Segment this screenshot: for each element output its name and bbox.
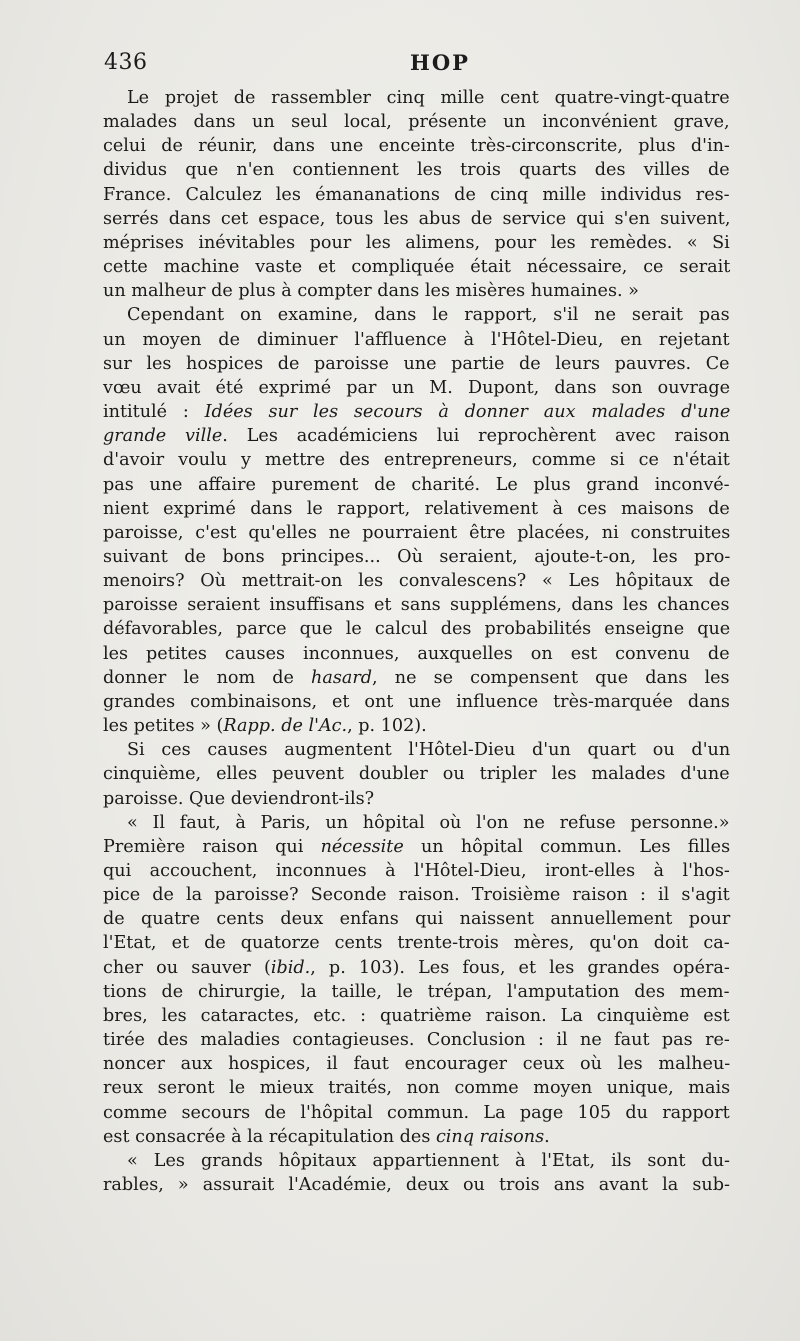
text-line	[103, 690, 730, 714]
page-header	[100, 50, 740, 84]
text-line	[103, 569, 730, 593]
text-line	[103, 859, 730, 883]
text-segment: Si ces causes augmentent l'Hôtel-Dieu d'un quart ou d'un	[127, 740, 731, 761]
text-segment: paroisse, c'est qu'elles ne pourraient être placées, ni construites	[103, 522, 731, 543]
text-line	[103, 1076, 730, 1100]
text-line	[103, 424, 730, 448]
italic-text: hasard	[311, 667, 373, 688]
text-segment: dividus que n'en contiennent les trois quarts des villes de	[103, 160, 730, 181]
text-line	[103, 255, 730, 279]
text-segment: malades dans un seul local, présente un inconvénient grave,	[103, 112, 730, 133]
text-segment: . Les académiciens lui reprochèrent avec raison	[222, 426, 731, 447]
text-line	[103, 1173, 730, 1197]
text-segment: nient exprimé dans le rapport, relativement à ces maisons de	[103, 498, 730, 519]
text-segment: , p. 103). Les fous, et les grandes opéra-	[310, 957, 730, 978]
italic-text: cinq raisons	[435, 1126, 545, 1147]
text-line	[103, 303, 730, 327]
text-line	[103, 762, 730, 786]
text-segment: grandes combinaisons, et ont une influence très-marquée dans	[103, 691, 730, 712]
text-segment: Le projet de rassembler cinq mille cent quatre-vingt-quatre	[127, 88, 730, 108]
text-line	[103, 1004, 730, 1028]
text-line	[103, 400, 730, 424]
text-segment: « Il faut, à Paris, un hôpital où l'on ne refuse personne.»	[127, 812, 730, 833]
text-segment: un moyen de diminuer l'affluence à l'Hôtel-Dieu, en rejetant	[103, 329, 730, 350]
text-line	[103, 1125, 730, 1149]
text-line	[103, 787, 730, 811]
text-segment: qui accouchent, inconnues à l'Hôtel-Dieu, iront-elles à l'hos-	[103, 861, 730, 881]
text-segment: Première raison qui	[103, 836, 321, 857]
text-line	[103, 352, 730, 376]
text-line	[103, 110, 730, 134]
italic-text: Idées sur les secours à donner aux malades d'une	[204, 402, 731, 423]
text-segment: défavorables, parce que le calcul des probabilités enseigne que	[103, 619, 731, 640]
body-text	[103, 86, 730, 1197]
text-segment: comme secours de l'hôpital commun. La page 105 du rapport	[103, 1102, 730, 1123]
page-number: 436	[104, 50, 148, 75]
text-line	[103, 545, 730, 569]
text-line	[103, 183, 730, 207]
text-line	[103, 642, 730, 666]
text-segment: tions de chirurgie, la taille, le trépan, l'amputation des mem-	[103, 981, 730, 1002]
text-line	[103, 666, 730, 690]
text-segment: de quatre cents deux enfans qui naissent annuellement pour	[103, 909, 731, 930]
text-line	[103, 376, 730, 400]
text-line	[103, 883, 730, 907]
italic-text: Rapp. de l'Ac.	[223, 716, 348, 737]
text-line	[103, 134, 730, 158]
text-segment: rables, » assurait l'Académie, deux ou trois ans avant la sub-	[103, 1175, 730, 1196]
text-segment: les petites causes inconnues, auxquelles on est convenu de	[103, 643, 730, 664]
text-segment: tirée des maladies contagieuses. Conclusion : il ne faut pas re-	[103, 1030, 730, 1051]
text-segment: reux seront le mieux traités, non comme moyen unique, mais	[103, 1078, 731, 1099]
text-line	[103, 811, 730, 835]
text-line	[103, 497, 730, 521]
italic-text: grande ville	[103, 426, 223, 447]
italic-text: nécessite	[320, 836, 404, 857]
text-segment: d'avoir voulu y mettre des entrepreneurs, comme si ce n'était	[103, 450, 730, 471]
text-segment: un hôpital commun. Les filles	[403, 836, 731, 857]
text-segment: Cependant on examine, dans le rapport, s'il ne serait pas	[127, 305, 730, 326]
text-line	[103, 1052, 730, 1076]
text-line	[103, 279, 730, 303]
text-segment: suivant de bons principes... Où seraient, ajoute-t-on, les pro-	[103, 546, 731, 567]
text-segment: pas une affaire purement de charité. Le plus grand inconvé-	[103, 474, 730, 495]
text-line	[103, 521, 730, 545]
text-segment: cher ou sauver (	[103, 957, 271, 978]
text-segment: sur les hospices de paroisse une partie de leurs pauvres. Ce	[103, 353, 730, 374]
text-line	[103, 1101, 730, 1125]
text-line	[103, 980, 730, 1004]
text-line	[103, 158, 730, 182]
text-line	[103, 714, 730, 738]
running-head: HOP	[410, 50, 470, 75]
text-line	[103, 1028, 730, 1052]
text-line	[103, 328, 730, 352]
text-segment: celui de réunir, dans une enceinte très-circonscrite, plus d'in-	[103, 136, 730, 157]
text-segment: , p. 102).	[347, 716, 427, 737]
text-line	[103, 473, 730, 497]
text-line	[103, 593, 730, 617]
text-segment: noncer aux hospices, il faut encourager ceux où les malheu-	[103, 1054, 731, 1075]
text-segment: paroisse. Que deviendront-ils?	[103, 788, 375, 809]
text-segment: les petites » (	[103, 716, 224, 737]
text-line	[103, 956, 730, 980]
text-segment: cinquième, elles peuvent doubler ou tripler les malades d'une	[103, 764, 730, 785]
italic-text: ibid.	[270, 957, 311, 978]
text-line	[103, 738, 730, 762]
text-line	[103, 207, 730, 231]
text-segment: intitulé :	[103, 402, 205, 423]
text-segment: donner le nom de	[103, 667, 312, 688]
text-segment: menoirs? Où mettrait-on les convalescens? « Les hôpitaux de	[103, 571, 731, 592]
text-segment: serrés dans cet espace, tous les abus de service qui s'en suivent,	[103, 208, 731, 229]
text-line	[103, 231, 730, 255]
text-segment: un malheur de plus à compter dans les misères humaines. »	[103, 281, 639, 302]
text-segment: est consacrée à la récapitulation des	[103, 1126, 436, 1147]
text-segment: .	[544, 1126, 550, 1147]
text-segment: bres, les cataractes, etc. : quatrième raison. La cinquième est	[103, 1005, 730, 1026]
text-line	[103, 907, 730, 931]
text-line	[103, 617, 730, 641]
text-line	[103, 1149, 730, 1173]
text-line	[103, 448, 730, 472]
text-segment: vœu avait été exprimé par un M. Dupont, dans son ouvrage	[103, 377, 731, 398]
text-line	[103, 931, 730, 955]
text-line	[103, 86, 730, 110]
text-segment: France. Calculez les émananations de cinq mille individus res-	[103, 184, 730, 205]
text-segment: l'Etat, et de quatorze cents trente-trois mères, qu'on doit ca-	[103, 933, 730, 954]
text-segment: méprises inévitables pour les alimens, pour les remèdes. « Si	[103, 232, 730, 253]
text-segment: pice de la paroisse? Seconde raison. Troisième raison : il s'agit	[103, 885, 730, 906]
text-segment: paroisse seraient insuffisans et sans supplémens, dans les chances	[103, 595, 730, 616]
text-line	[103, 835, 730, 859]
text-segment: cette machine vaste et compliquée était nécessaire, ce serait	[103, 257, 731, 278]
text-segment: « Les grands hôpitaux appartiennent à l'Etat, ils sont du-	[127, 1150, 730, 1171]
text-segment: , ne se compensent que dans les	[372, 667, 730, 688]
